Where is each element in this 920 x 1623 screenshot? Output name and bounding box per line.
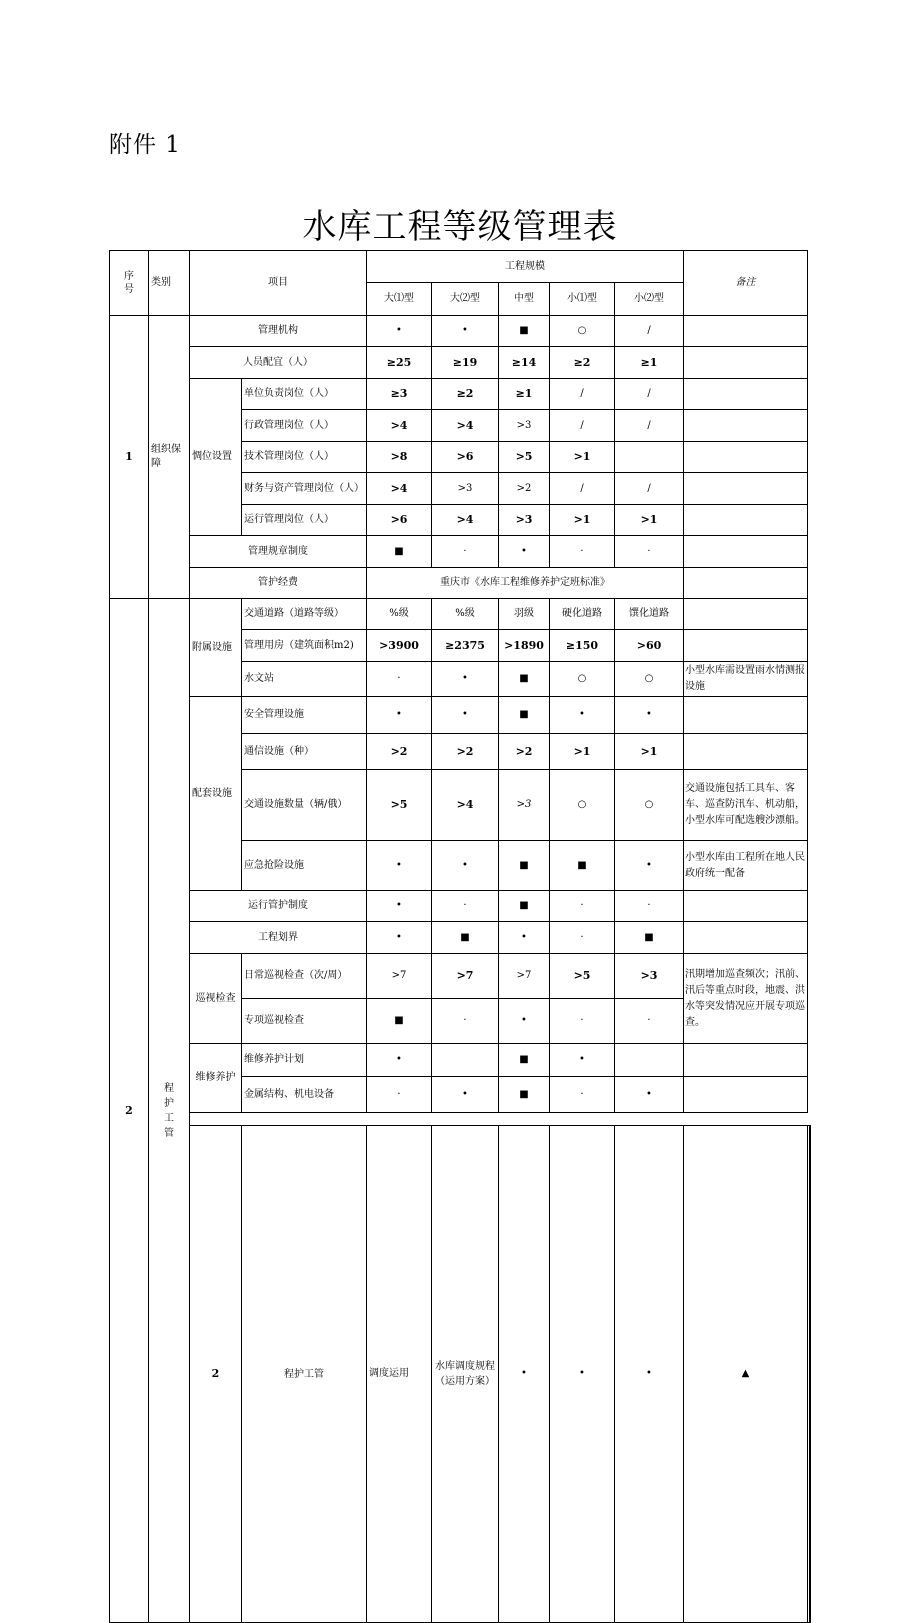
remark-cell: [809, 1126, 811, 1623]
remark-cell: [684, 891, 808, 922]
row-label: 金属结构、机电设备: [242, 1077, 367, 1113]
cell: •: [615, 1077, 684, 1113]
cell: •: [432, 841, 499, 891]
cell: ■: [499, 841, 550, 891]
group-label: 惆位设置: [190, 379, 242, 536]
cell: •: [615, 841, 684, 891]
cell: ≥1: [499, 379, 550, 410]
cell: >3900: [367, 630, 432, 662]
table-row: [110, 954, 811, 999]
cell: ≥2: [550, 347, 615, 379]
remark-cell: [684, 1044, 808, 1077]
section-category: 程护工管: [149, 599, 190, 1623]
cell: >1890: [499, 630, 550, 662]
cell: /: [550, 379, 615, 410]
header-col-small2: 小⑵型: [615, 283, 684, 316]
remark-cell: [684, 442, 808, 473]
cell: >3: [499, 410, 550, 442]
row-label: 运行管理岗位（人）: [242, 505, 367, 536]
cell: ·: [615, 891, 684, 922]
remark-cell: 小型水库需设置雨水情测报设施: [684, 662, 808, 697]
row-label: 水文站: [242, 662, 367, 697]
cell: ·: [367, 662, 432, 697]
remark-cell: [684, 734, 808, 770]
cell: ≥2375: [432, 630, 499, 662]
cell: ■: [367, 999, 432, 1044]
table-spacer-row: [110, 1113, 811, 1126]
cell: ■: [499, 697, 550, 734]
cell: ○: [615, 770, 684, 841]
cell: •: [550, 1126, 615, 1623]
attachment-label: 附件 1: [109, 132, 181, 158]
cell: ■: [499, 891, 550, 922]
row-label: 财务与资产管理岗位（人）: [242, 473, 367, 505]
cell: >1: [615, 505, 684, 536]
row-label: 日常巡视检查（次/周）: [242, 954, 367, 999]
cell: >2: [499, 473, 550, 505]
cell: ▲: [684, 1126, 808, 1623]
group-label: 配套设施: [190, 697, 242, 891]
header-col-large1: 大⑴型: [367, 283, 432, 316]
section-no: 2: [190, 1126, 242, 1623]
cell: ■: [499, 662, 550, 697]
cell: •: [615, 1126, 684, 1623]
remark-cell: [684, 922, 808, 954]
merged-cell: 重庆市《水库工程维修养护定班标准》: [367, 568, 684, 599]
remark-cell: [684, 697, 808, 734]
cell: ≥19: [432, 347, 499, 379]
cell: >1: [550, 505, 615, 536]
cell: %级: [432, 599, 499, 630]
cell: >5: [367, 770, 432, 841]
cell: •: [432, 1077, 499, 1113]
cell: •: [550, 1044, 615, 1077]
cell: ≥150: [550, 630, 615, 662]
table-row: [110, 379, 811, 410]
cell: >3: [615, 954, 684, 999]
cell: ○: [550, 662, 615, 697]
section-no: 2: [110, 599, 149, 1623]
cell: >3: [499, 505, 550, 536]
cell: ·: [550, 1077, 615, 1113]
cell: •: [615, 697, 684, 734]
table-row: [110, 1126, 811, 1623]
cell: >2: [432, 734, 499, 770]
remark-cell: [684, 599, 808, 630]
row-label: 专项巡视检查: [242, 999, 367, 1044]
remark-cell: 小型水库由工程所在地人民政府统一配备: [684, 841, 808, 891]
header-col-medium: 中型: [499, 283, 550, 316]
cell: ○: [550, 316, 615, 347]
cell: [615, 1044, 684, 1077]
remark-cell: [684, 410, 808, 442]
remark-cell: [684, 1077, 808, 1113]
cell: •: [499, 999, 550, 1044]
cell: ■: [550, 841, 615, 891]
cell: >4: [367, 473, 432, 505]
row-label: 单位负责岗位（人）: [242, 379, 367, 410]
cell: ■: [367, 536, 432, 568]
table-row: [110, 891, 811, 922]
section-category: 组织保障: [149, 316, 190, 599]
row-label: 人员配宜（人）: [190, 347, 367, 379]
cell: /: [550, 410, 615, 442]
cell: ≥1: [615, 347, 684, 379]
cell: >4: [432, 770, 499, 841]
cell: ·: [367, 1077, 432, 1113]
cell: [432, 1044, 499, 1077]
table-row: [110, 599, 811, 630]
row-label: 安全管理设施: [242, 697, 367, 734]
header-col-large2: 大⑵型: [432, 283, 499, 316]
cell: •: [432, 697, 499, 734]
row-label: 工程划界: [190, 922, 367, 954]
management-table: [109, 250, 811, 1623]
cell: 羽级: [499, 599, 550, 630]
header-no: 序号: [110, 251, 149, 316]
cell: ·: [432, 891, 499, 922]
cell: >6: [432, 442, 499, 473]
cell: >1: [550, 442, 615, 473]
cell: >2: [499, 734, 550, 770]
table-row: [110, 1044, 811, 1077]
cell: ·: [550, 536, 615, 568]
cell: •: [367, 1044, 432, 1077]
cell: ■: [615, 922, 684, 954]
cell: •: [367, 891, 432, 922]
cell: %级: [367, 599, 432, 630]
cell: >6: [367, 505, 432, 536]
cell: >4: [367, 410, 432, 442]
cell: /: [615, 410, 684, 442]
cell: ≥14: [499, 347, 550, 379]
group-label: 调度运用: [367, 1126, 432, 1623]
remark-cell: [684, 630, 808, 662]
remark-cell: 交通设施包括工具车、客车、巡查防汛车、机动船，小型水库可配选艘沙漂船。: [684, 770, 808, 841]
header-remark: 备注: [684, 251, 808, 316]
section-category: 程护工管: [242, 1126, 367, 1623]
cell: •: [367, 697, 432, 734]
cell: ≥2: [432, 379, 499, 410]
row-label: 管理用房（建筑面积m2): [242, 630, 367, 662]
cell: >7: [432, 954, 499, 999]
row-label: 行政管理岗位（人）: [242, 410, 367, 442]
remark-cell: [684, 473, 808, 505]
cell: ■: [499, 316, 550, 347]
table-row: [110, 316, 811, 347]
cell: ·: [615, 999, 684, 1044]
cell: ·: [432, 999, 499, 1044]
cell: >8: [367, 442, 432, 473]
remark-cell: [684, 568, 808, 599]
table-row: [110, 536, 811, 568]
cell: >3: [499, 770, 550, 841]
header-category: 类别: [149, 251, 190, 316]
row-label: 应急抢险设施: [242, 841, 367, 891]
row-label: 技术管理岗位（人）: [242, 442, 367, 473]
cell: •: [367, 922, 432, 954]
cell: ≥3: [367, 379, 432, 410]
cell: •: [499, 922, 550, 954]
cell: >4: [432, 505, 499, 536]
remark-cell: [684, 316, 808, 347]
table-row: [110, 697, 811, 734]
cell: >5: [499, 442, 550, 473]
remark-cell: [684, 505, 808, 536]
cell: •: [367, 316, 432, 347]
cell: >60: [615, 630, 684, 662]
cell: [615, 442, 684, 473]
cell: •: [432, 316, 499, 347]
cell: >5: [550, 954, 615, 999]
table-row: [110, 568, 811, 599]
header-col-small1: 小⑴型: [550, 283, 615, 316]
cell: /: [550, 473, 615, 505]
table-row: [110, 347, 811, 379]
cell: 馔化道路: [615, 599, 684, 630]
row-label: 管理规章制度: [190, 536, 367, 568]
row-label: 通信设施（种）: [242, 734, 367, 770]
cell: ·: [615, 536, 684, 568]
header-item: 项目: [190, 251, 367, 316]
header-scale: 工程规模: [367, 251, 684, 283]
group-label: 维修养护: [190, 1044, 242, 1113]
cell: ·: [550, 922, 615, 954]
cell: >1: [550, 734, 615, 770]
cell: /: [615, 473, 684, 505]
cell: >7: [367, 954, 432, 999]
cell: ·: [550, 999, 615, 1044]
section-no: 1: [110, 316, 149, 599]
group-label: 巡视检查: [190, 954, 242, 1044]
cell: >2: [367, 734, 432, 770]
header-row: [110, 251, 811, 283]
cell: •: [367, 841, 432, 891]
cell: >7: [499, 954, 550, 999]
row-label: 维修养护计划: [242, 1044, 367, 1077]
row-label: 运行管护制度: [190, 891, 367, 922]
remark-cell: [684, 379, 808, 410]
cell: 硬化道路: [550, 599, 615, 630]
cell: •: [550, 697, 615, 734]
table-row: [110, 922, 811, 954]
cell: ■: [499, 1044, 550, 1077]
cell: ·: [432, 536, 499, 568]
cell: >3: [432, 473, 499, 505]
document-title: 水库工程等级管理表: [302, 207, 618, 247]
cell: ·: [550, 891, 615, 922]
row-label: 交通设施数量（辆/俄）: [242, 770, 367, 841]
row-label: 管护经费: [190, 568, 367, 599]
cell: •: [432, 662, 499, 697]
cell: •: [499, 1126, 550, 1623]
cell: /: [615, 379, 684, 410]
cell: >1: [615, 734, 684, 770]
cell: ■: [499, 1077, 550, 1113]
group-label: 附属设施: [190, 599, 242, 697]
cell: ≥25: [367, 347, 432, 379]
remark-cell: [684, 536, 808, 568]
row-label: 交通道路（道路等级）: [242, 599, 367, 630]
remark-cell: 汛期增加巡查频次；汛前、汛后等重点时段，地震、洪水等突发情况应开展专项巡查。: [684, 954, 808, 1044]
cell: ■: [432, 922, 499, 954]
remark-cell: [684, 347, 808, 379]
row-label: 管理机构: [190, 316, 367, 347]
row-label: 水库调度规程（运用方案）: [432, 1126, 499, 1623]
cell: •: [499, 536, 550, 568]
cell: ○: [550, 770, 615, 841]
cell: ○: [615, 662, 684, 697]
cell: /: [615, 316, 684, 347]
cell: >4: [432, 410, 499, 442]
